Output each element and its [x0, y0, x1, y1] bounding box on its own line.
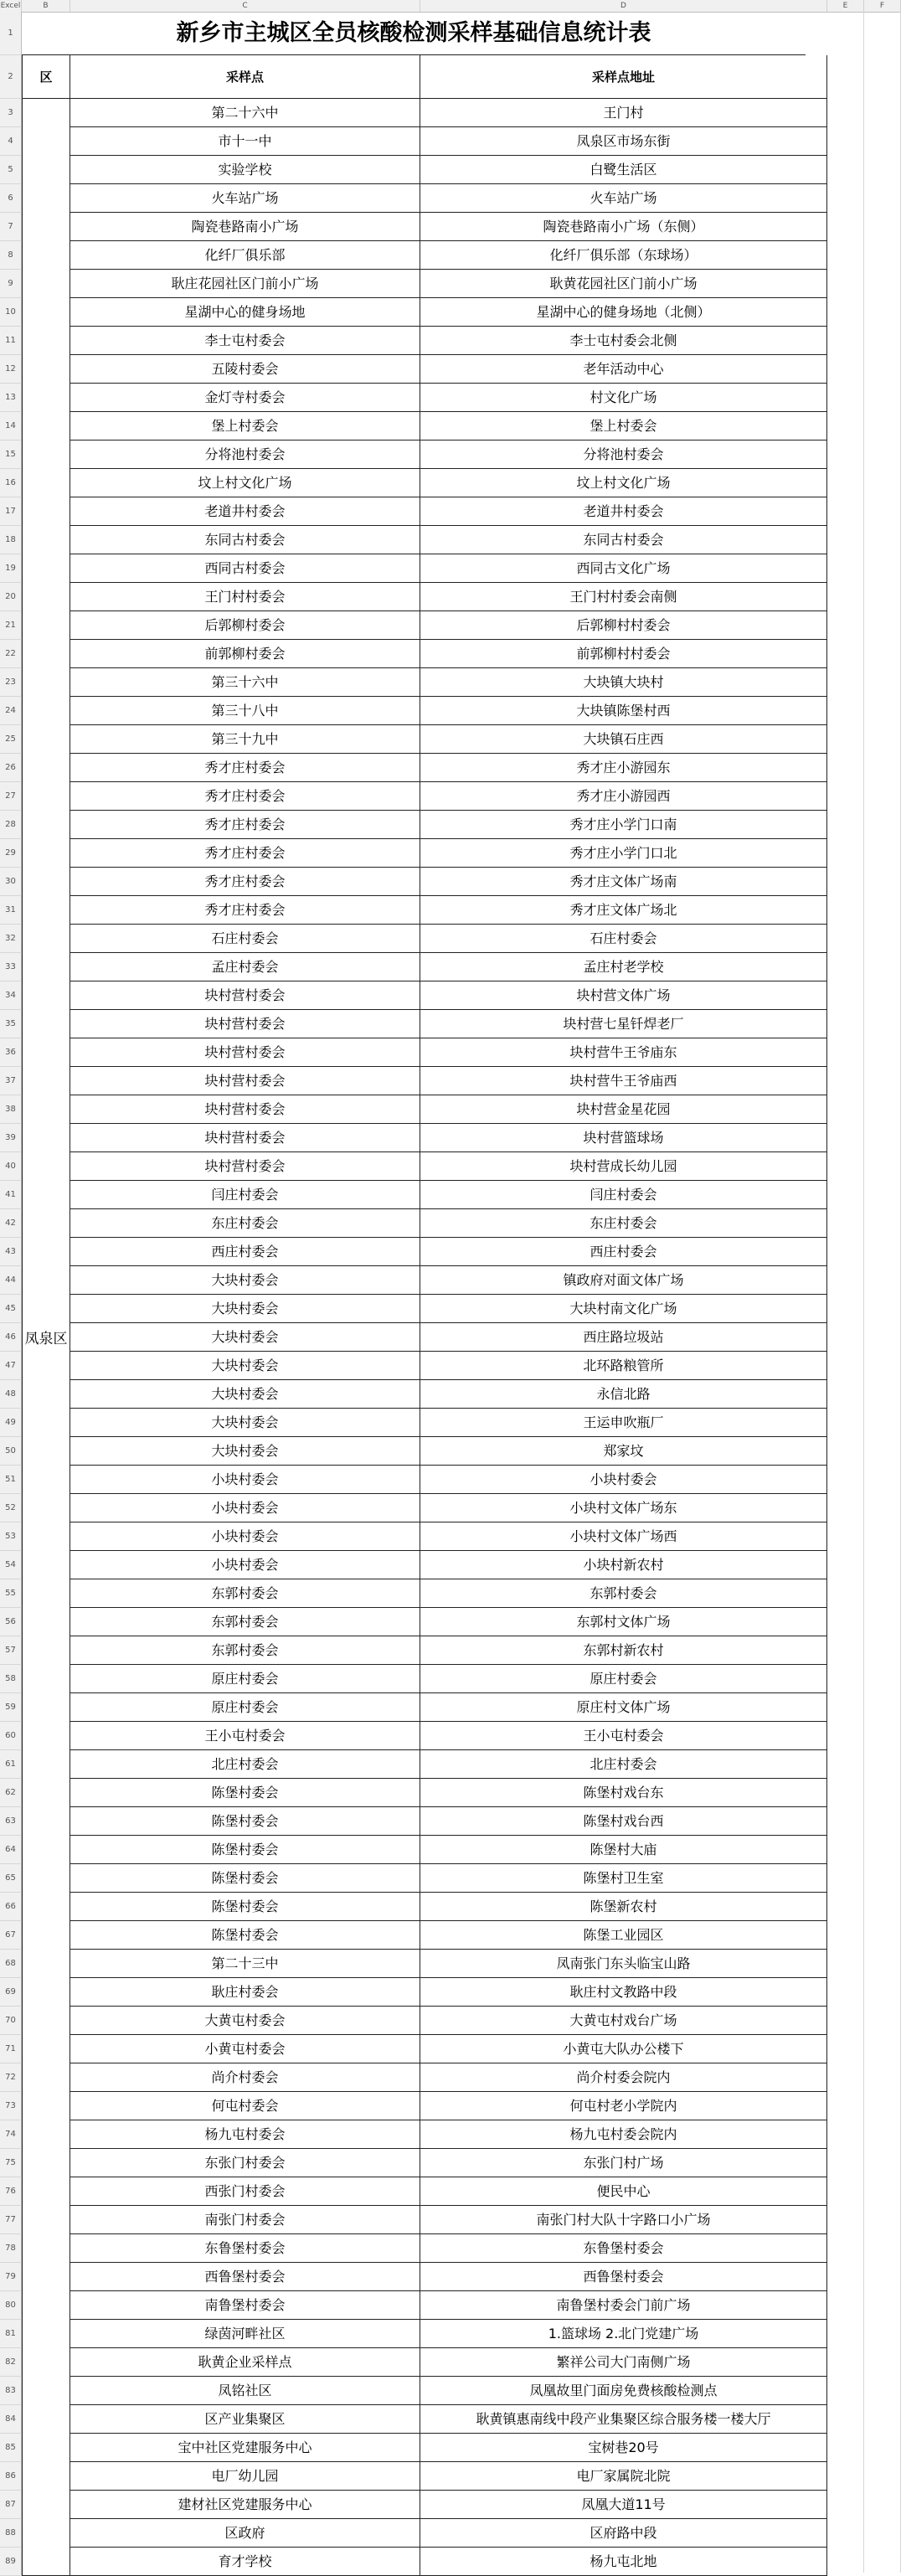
table-cell-address: 西鲁堡村委会 — [420, 2263, 827, 2291]
table-cell-site: 块村营村委会 — [70, 1067, 420, 1095]
sheet-title: 新乡市主城区全员核酸检测采样基础信息统计表 — [22, 12, 806, 55]
row-number[interactable]: 85 — [0, 2434, 22, 2462]
table-cell-address: 大块镇大块村 — [420, 668, 827, 697]
table-cell-address: 孟庄村老学校 — [420, 953, 827, 981]
table-cell-address: 何屯村老小学院内 — [420, 2092, 827, 2120]
table-cell-address: 闫庄村委会 — [420, 1181, 827, 1209]
table-cell-address: 石庄村委会 — [420, 925, 827, 953]
row-number[interactable]: 41 — [0, 1181, 22, 1209]
row-number[interactable]: 87 — [0, 2491, 22, 2519]
table-cell-site: 何屯村委会 — [70, 2092, 420, 2120]
table-cell-address: 老年活动中心 — [420, 355, 827, 384]
row-number[interactable]: 35 — [0, 1010, 22, 1038]
table-cell-site: 秀才庄村委会 — [70, 754, 420, 782]
row-number[interactable]: 26 — [0, 754, 22, 782]
row-number[interactable]: 36 — [0, 1038, 22, 1067]
table-cell-site: 块村营村委会 — [70, 1095, 420, 1124]
row-number[interactable]: 23 — [0, 668, 22, 697]
row-number[interactable]: 22 — [0, 640, 22, 668]
table-cell-site: 东郭村委会 — [70, 1636, 420, 1665]
row-number[interactable]: 52 — [0, 1494, 22, 1522]
table-cell-address: 秀才庄小游园西 — [420, 782, 827, 811]
table-cell-address: 北庄村委会 — [420, 1750, 827, 1779]
row-number[interactable]: 10 — [0, 298, 22, 327]
table-cell-address: 陈堡工业园区 — [420, 1921, 827, 1950]
row-number[interactable]: 68 — [0, 1950, 22, 1978]
table-cell-site: 南张门村委会 — [70, 2206, 420, 2234]
table-cell-site: 陈堡村委会 — [70, 1836, 420, 1864]
table-cell-address: 南鲁堡村委会门前广场 — [420, 2291, 827, 2320]
row-number[interactable]: 57 — [0, 1636, 22, 1665]
row-number[interactable]: 65 — [0, 1864, 22, 1893]
row-number[interactable]: 83 — [0, 2377, 22, 2405]
row-number[interactable]: 30 — [0, 868, 22, 896]
row-number[interactable]: 79 — [0, 2263, 22, 2291]
table-cell-site: 金灯寺村委会 — [70, 384, 420, 412]
row-number[interactable]: 56 — [0, 1608, 22, 1636]
row-number[interactable]: 2 — [0, 55, 22, 99]
table-cell-address: 块村营牛王爷庙西 — [420, 1067, 827, 1095]
table-cell-site: 大块村委会 — [70, 1266, 420, 1295]
row-number[interactable]: 24 — [0, 697, 22, 725]
row-number[interactable]: 42 — [0, 1209, 22, 1238]
row-number[interactable]: 9 — [0, 270, 22, 298]
table-cell-address: 东同古村委会 — [420, 526, 827, 554]
table-cell-address: 小块村文体广场西 — [420, 1522, 827, 1551]
row-number[interactable]: 73 — [0, 2092, 22, 2120]
row-number[interactable]: 5 — [0, 156, 22, 184]
row-number[interactable]: 76 — [0, 2177, 22, 2206]
row-number[interactable]: 6 — [0, 184, 22, 213]
table-cell-address: 块村营七星钎焊老厂 — [420, 1010, 827, 1038]
table-cell-address: 化纤厂俱乐部（东球场） — [420, 241, 827, 270]
row-number[interactable]: 74 — [0, 2120, 22, 2149]
row-number[interactable]: 19 — [0, 554, 22, 583]
row-number[interactable]: 39 — [0, 1124, 22, 1152]
table-cell-site: 小块村委会 — [70, 1522, 420, 1551]
table-cell-site: 闫庄村委会 — [70, 1181, 420, 1209]
table-cell-address: 东郭村文体广场 — [420, 1608, 827, 1636]
row-number[interactable]: 34 — [0, 981, 22, 1010]
table-cell-site: 原庄村委会 — [70, 1665, 420, 1693]
table-cell-site: 块村营村委会 — [70, 1010, 420, 1038]
table-cell-site: 小块村委会 — [70, 1494, 420, 1522]
column-header-bar — [0, 0, 901, 13]
column-label-c[interactable]: C — [70, 0, 420, 12]
table-cell-address: 秀才庄文体广场北 — [420, 896, 827, 925]
table-cell-address: 电厂家属院北院 — [420, 2462, 827, 2491]
table-cell-address: 后郭柳村村委会 — [420, 611, 827, 640]
table-cell-address: 杨九屯北地 — [420, 2548, 827, 2576]
row-number[interactable]: 12 — [0, 355, 22, 384]
table-cell-site: 西同古村委会 — [70, 554, 420, 583]
table-cell-address: 原庄村委会 — [420, 1665, 827, 1693]
table-cell-site: 陶瓷巷路南小广场 — [70, 213, 420, 241]
table-cell-site: 秀才庄村委会 — [70, 811, 420, 839]
table-cell-site: 王小屯村委会 — [70, 1722, 420, 1750]
table-cell-address: 老道井村委会 — [420, 497, 827, 526]
table-cell-site: 大块村委会 — [70, 1295, 420, 1323]
table-cell-address: 西庄路垃圾站 — [420, 1323, 827, 1352]
table-cell-site: 西鲁堡村委会 — [70, 2263, 420, 2291]
table-cell-address: 陈堡新农村 — [420, 1893, 827, 1921]
header-address: 采样点地址 — [420, 55, 827, 99]
table-cell-site: 秀才庄村委会 — [70, 839, 420, 868]
table-cell-address: 小黄屯大队办公楼下 — [420, 2035, 827, 2063]
row-number[interactable]: 78 — [0, 2234, 22, 2263]
table-cell-address: 块村营金星花园 — [420, 1095, 827, 1124]
table-cell-site: 小块村委会 — [70, 1551, 420, 1579]
row-number[interactable]: 37 — [0, 1067, 22, 1095]
table-cell-site: 块村营村委会 — [70, 1152, 420, 1181]
table-cell-site: 原庄村委会 — [70, 1693, 420, 1722]
row-number[interactable]: 25 — [0, 725, 22, 754]
table-cell-address: 镇政府对面文体广场 — [420, 1266, 827, 1295]
table-cell-address: 秀才庄小学门口南 — [420, 811, 827, 839]
table-cell-address: 块村营篮球场 — [420, 1124, 827, 1152]
row-number[interactable]: 4 — [0, 127, 22, 156]
table-cell-address: 陈堡村戏台西 — [420, 1807, 827, 1836]
row-number[interactable]: 70 — [0, 2007, 22, 2035]
table-cell-address: 王门村村委会南侧 — [420, 583, 827, 611]
table-cell-address: 大块镇石庄西 — [420, 725, 827, 754]
row-number[interactable]: 1 — [0, 12, 22, 55]
table-cell-site: 育才学校 — [70, 2548, 420, 2576]
table-cell-site: 王门村村委会 — [70, 583, 420, 611]
row-number[interactable]: 84 — [0, 2405, 22, 2434]
table-cell-site: 分将池村委会 — [70, 440, 420, 469]
row-number[interactable]: 29 — [0, 839, 22, 868]
row-number[interactable]: 62 — [0, 1779, 22, 1807]
table-cell-address: 块村营文体广场 — [420, 981, 827, 1010]
table-cell-address: 大黄屯村戏台广场 — [420, 2007, 827, 2035]
table-cell-address: 秀才庄小学门口北 — [420, 839, 827, 868]
table-cell-site: 耿庄村委会 — [70, 1978, 420, 2007]
table-cell-address: 区府路中段 — [420, 2519, 827, 2548]
table-cell-site: 秀才庄村委会 — [70, 896, 420, 925]
table-cell-site: 块村营村委会 — [70, 1124, 420, 1152]
row-number[interactable]: 55 — [0, 1579, 22, 1608]
table-cell-address: 尚介村委会院内 — [420, 2063, 827, 2092]
row-number[interactable]: 50 — [0, 1437, 22, 1466]
table-cell-site: 小黄屯村委会 — [70, 2035, 420, 2063]
table-cell-address: 凤泉区市场东街 — [420, 127, 827, 156]
column-label-e[interactable]: E — [827, 0, 864, 12]
table-cell-address: 王小屯村委会 — [420, 1722, 827, 1750]
row-number[interactable]: 33 — [0, 953, 22, 981]
table-cell-site: 大块村委会 — [70, 1352, 420, 1380]
table-cell-site: 前郭柳村委会 — [70, 640, 420, 668]
row-number[interactable]: 47 — [0, 1352, 22, 1380]
table-cell-address: 永信北路 — [420, 1380, 827, 1409]
table-cell-site: 老道井村委会 — [70, 497, 420, 526]
table-cell-address: 小块村委会 — [420, 1466, 827, 1494]
table-cell-site: 宝中社区党建服务中心 — [70, 2434, 420, 2462]
table-cell-address: 块村营牛王爷庙东 — [420, 1038, 827, 1067]
row-number[interactable]: 81 — [0, 2320, 22, 2348]
row-number[interactable]: 71 — [0, 2035, 22, 2063]
table-cell-site: 北庄村委会 — [70, 1750, 420, 1779]
table-cell-site: 凤铭社区 — [70, 2377, 420, 2405]
row-number[interactable]: 14 — [0, 412, 22, 440]
table-cell-address: 村文化广场 — [420, 384, 827, 412]
table-cell-site: 第三十九中 — [70, 725, 420, 754]
table-cell-address: 大块镇陈堡村西 — [420, 697, 827, 725]
table-cell-site: 大块村委会 — [70, 1437, 420, 1466]
table-cell-site: 实验学校 — [70, 156, 420, 184]
table-cell-address: 堡上村委会 — [420, 412, 827, 440]
table-cell-site: 东郭村委会 — [70, 1579, 420, 1608]
table-cell-site: 陈堡村委会 — [70, 1921, 420, 1950]
table-cell-site: 南鲁堡村委会 — [70, 2291, 420, 2320]
table-cell-address: 白鹭生活区 — [420, 156, 827, 184]
row-number[interactable]: 44 — [0, 1266, 22, 1295]
table-cell-site: 杨九屯村委会 — [70, 2120, 420, 2149]
row-number[interactable]: 59 — [0, 1693, 22, 1722]
table-cell-site: 东张门村委会 — [70, 2149, 420, 2177]
table-cell-site: 第三十六中 — [70, 668, 420, 697]
column-label-f[interactable]: F — [864, 0, 901, 12]
row-number[interactable]: 58 — [0, 1665, 22, 1693]
row-number[interactable]: 31 — [0, 896, 22, 925]
table-cell-address: 小块村文体广场东 — [420, 1494, 827, 1522]
row-number[interactable]: 80 — [0, 2291, 22, 2320]
table-cell-site: 火车站广场 — [70, 184, 420, 213]
row-number[interactable]: 54 — [0, 1551, 22, 1579]
table-cell-site: 李士屯村委会 — [70, 327, 420, 355]
table-cell-address: 前郭柳村村委会 — [420, 640, 827, 668]
row-number[interactable]: 66 — [0, 1893, 22, 1921]
row-number[interactable]: 53 — [0, 1522, 22, 1551]
row-number[interactable]: 28 — [0, 811, 22, 839]
row-number[interactable]: 61 — [0, 1750, 22, 1779]
table-cell-site: 大黄屯村委会 — [70, 2007, 420, 2035]
row-number[interactable]: 46 — [0, 1323, 22, 1352]
table-cell-site: 陈堡村委会 — [70, 1864, 420, 1893]
table-cell-address: 李士屯村委会北侧 — [420, 327, 827, 355]
table-cell-site: 耿庄花园社区门前小广场 — [70, 270, 420, 298]
table-cell-address: 小块村新农村 — [420, 1551, 827, 1579]
row-number[interactable]: 3 — [0, 99, 22, 127]
row-number[interactable]: 43 — [0, 1238, 22, 1266]
table-cell-site: 后郭柳村委会 — [70, 611, 420, 640]
table-cell-address: 东郭村委会 — [420, 1579, 827, 1608]
table-cell-address: 1.篮球场 2.北门党建广场 — [420, 2320, 827, 2348]
table-cell-site: 石庄村委会 — [70, 925, 420, 953]
table-cell-address: 繁祥公司大门南侧广场 — [420, 2348, 827, 2377]
table-cell-address: 大块村南文化广场 — [420, 1295, 827, 1323]
table-cell-site: 五陵村委会 — [70, 355, 420, 384]
row-number[interactable]: 18 — [0, 526, 22, 554]
table-cell-address: 东郭村新农村 — [420, 1636, 827, 1665]
table-cell-address: 宝树巷20号 — [420, 2434, 827, 2462]
table-cell-site: 西庄村委会 — [70, 1238, 420, 1266]
table-cell-address: 火车站广场 — [420, 184, 827, 213]
table-cell-address: 耿庄村文教路中段 — [420, 1978, 827, 2007]
table-cell-address: 西庄村委会 — [420, 1238, 827, 1266]
table-cell-site: 东郭村委会 — [70, 1608, 420, 1636]
table-cell-address: 坟上村文化广场 — [420, 469, 827, 497]
row-number[interactable]: 38 — [0, 1095, 22, 1124]
table-cell-address: 便民中心 — [420, 2177, 827, 2206]
row-number[interactable]: 13 — [0, 384, 22, 412]
row-number[interactable]: 89 — [0, 2548, 22, 2576]
table-cell-site: 堡上村委会 — [70, 412, 420, 440]
header-district: 区 — [22, 55, 70, 99]
row-number[interactable]: 51 — [0, 1466, 22, 1494]
row-number[interactable]: 67 — [0, 1921, 22, 1950]
table-cell-address: 陈堡村卫生室 — [420, 1864, 827, 1893]
row-number[interactable]: 72 — [0, 2063, 22, 2092]
row-number[interactable]: 20 — [0, 583, 22, 611]
table-cell-site: 大块村委会 — [70, 1380, 420, 1409]
row-number[interactable]: 64 — [0, 1836, 22, 1864]
row-number[interactable]: 16 — [0, 469, 22, 497]
district-cell: 凤泉区 — [22, 99, 70, 2576]
table-cell-site: 电厂幼儿园 — [70, 2462, 420, 2491]
empty-column — [827, 12, 864, 2573]
table-cell-address: 凤凰大道11号 — [420, 2491, 827, 2519]
table-cell-address: 陈堡村大庙 — [420, 1836, 827, 1864]
row-number[interactable]: 60 — [0, 1722, 22, 1750]
table-cell-site: 耿黄企业采样点 — [70, 2348, 420, 2377]
row-number[interactable]: 32 — [0, 925, 22, 953]
table-cell-site: 陈堡村委会 — [70, 1779, 420, 1807]
table-cell-address: 东鲁堡村委会 — [420, 2234, 827, 2263]
row-number[interactable]: 15 — [0, 440, 22, 469]
table-cell-address: 陶瓷巷路南小广场（东侧） — [420, 213, 827, 241]
table-cell-site: 区产业集聚区 — [70, 2405, 420, 2434]
table-cell-address: 陈堡村戏台东 — [420, 1779, 827, 1807]
table-cell-site: 区政府 — [70, 2519, 420, 2548]
table-cell-site: 孟庄村委会 — [70, 953, 420, 981]
row-number[interactable]: 7 — [0, 213, 22, 241]
table-cell-address: 块村营成长幼儿园 — [420, 1152, 827, 1181]
row-number[interactable]: 69 — [0, 1978, 22, 2007]
row-number[interactable]: 8 — [0, 241, 22, 270]
row-number[interactable]: 21 — [0, 611, 22, 640]
table-cell-site: 绿茵河畔社区 — [70, 2320, 420, 2348]
table-cell-site: 星湖中心的健身场地 — [70, 298, 420, 327]
table-cell-site: 东同古村委会 — [70, 526, 420, 554]
table-cell-site: 建材社区党建服务中心 — [70, 2491, 420, 2519]
table-cell-address: 分将池村委会 — [420, 440, 827, 469]
row-number[interactable]: 49 — [0, 1409, 22, 1437]
table-cell-address: 王运申吹瓶厂 — [420, 1409, 827, 1437]
row-number[interactable]: 48 — [0, 1380, 22, 1409]
table-cell-address: 星湖中心的健身场地（北侧） — [420, 298, 827, 327]
table-cell-site: 市十一中 — [70, 127, 420, 156]
row-number[interactable]: 75 — [0, 2149, 22, 2177]
table-cell-address: 王门村 — [420, 99, 827, 127]
row-number[interactable]: 17 — [0, 497, 22, 526]
table-cell-site: 坟上村文化广场 — [70, 469, 420, 497]
table-cell-site: 秀才庄村委会 — [70, 782, 420, 811]
table-cell-address: 原庄村文体广场 — [420, 1693, 827, 1722]
table-cell-address: 凤凰故里门面房免费核酸检测点 — [420, 2377, 827, 2405]
table-cell-address: 郑家坟 — [420, 1437, 827, 1466]
table-cell-site: 小块村委会 — [70, 1466, 420, 1494]
table-cell-address: 秀才庄小游园东 — [420, 754, 827, 782]
table-cell-address: 耿黄镇惠南线中段产业集聚区综合服务楼一楼大厅 — [420, 2405, 827, 2434]
table-cell-site: 陈堡村委会 — [70, 1807, 420, 1836]
table-cell-site: 第二十三中 — [70, 1950, 420, 1978]
table-cell-address: 杨九屯村委会院内 — [420, 2120, 827, 2149]
header-site: 采样点 — [70, 55, 420, 99]
table-cell-site: 块村营村委会 — [70, 1038, 420, 1067]
table-cell-site: 大块村委会 — [70, 1323, 420, 1352]
table-cell-address: 凤南张门东头临宝山路 — [420, 1950, 827, 1978]
column-label-d[interactable]: D — [420, 0, 827, 12]
row-number[interactable]: 77 — [0, 2206, 22, 2234]
table-cell-site: 化纤厂俱乐部 — [70, 241, 420, 270]
table-cell-site: 西张门村委会 — [70, 2177, 420, 2206]
row-number[interactable]: 82 — [0, 2348, 22, 2377]
table-cell-site: 东鲁堡村委会 — [70, 2234, 420, 2263]
table-cell-address: 西同古文化广场 — [420, 554, 827, 583]
row-number[interactable]: 63 — [0, 1807, 22, 1836]
table-cell-address: 北环路粮管所 — [420, 1352, 827, 1380]
table-cell-address: 南张门村大队十字路口小广场 — [420, 2206, 827, 2234]
row-number[interactable]: 27 — [0, 782, 22, 811]
table-cell-site: 尚介村委会 — [70, 2063, 420, 2092]
row-number[interactable]: 11 — [0, 327, 22, 355]
table-cell-address: 耿黄花园社区门前小广场 — [420, 270, 827, 298]
table-cell-site: 秀才庄村委会 — [70, 868, 420, 896]
table-cell-site: 东庄村委会 — [70, 1209, 420, 1238]
table-cell-site: 第三十八中 — [70, 697, 420, 725]
row-number[interactable]: 88 — [0, 2519, 22, 2548]
table-cell-address: 东张门村广场 — [420, 2149, 827, 2177]
table-cell-site: 块村营村委会 — [70, 981, 420, 1010]
empty-column — [864, 12, 901, 2573]
column-label-b[interactable]: B — [22, 0, 70, 12]
row-number[interactable]: 86 — [0, 2462, 22, 2491]
table-cell-address: 东庄村委会 — [420, 1209, 827, 1238]
column-label-excel[interactable]: Excel — [0, 2, 21, 10]
table-cell-site: 大块村委会 — [70, 1409, 420, 1437]
table-cell-site: 第二十六中 — [70, 99, 420, 127]
row-number[interactable]: 40 — [0, 1152, 22, 1181]
table-cell-address: 秀才庄文体广场南 — [420, 868, 827, 896]
table-cell-site: 陈堡村委会 — [70, 1893, 420, 1921]
row-number[interactable]: 45 — [0, 1295, 22, 1323]
